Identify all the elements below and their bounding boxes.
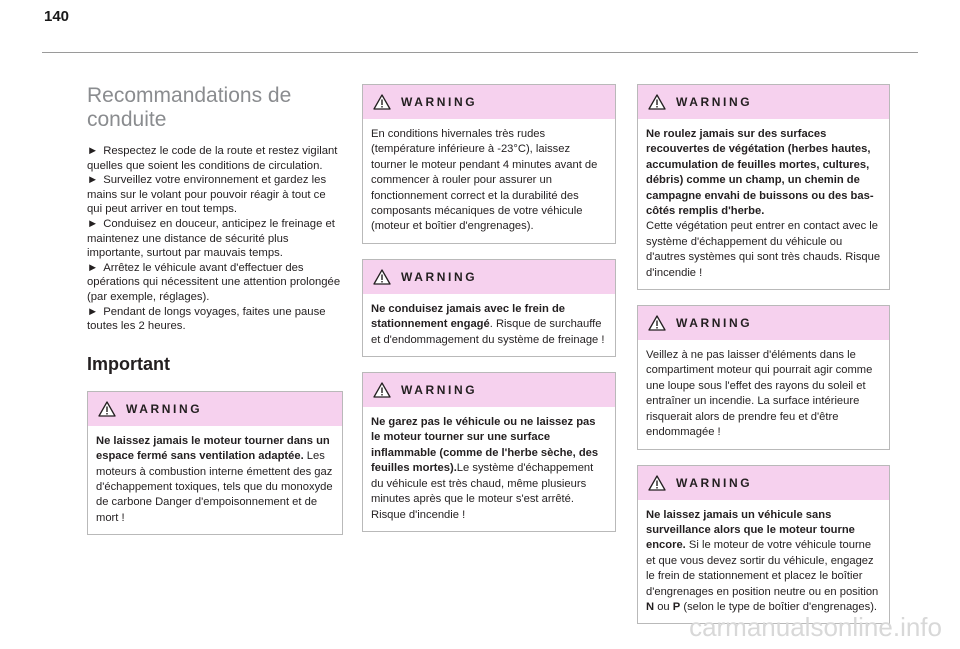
recommendation-list [87,144,343,334]
warning-label: WARNING [676,95,753,109]
bullet-arrow-icon: ► [87,174,99,187]
column-right [637,84,890,639]
warning-triangle-icon [648,475,666,491]
warning-label: WARNING [401,383,478,398]
warning-label: WARNING [676,475,753,490]
warning-label: WARNING [401,95,478,109]
warning-header [363,260,615,294]
warning-text: Ne laissez jamais le moteur tourner dans un espace fermé sans ventilation adaptée. Les moteurs à combustion interne émettent des gaz d'échappement toxiques, tels que du monoxyde de carbone Danger d'empoisonnement et de mort ! [96,434,333,524]
warning-header [88,392,342,426]
list-item: ► Respectez le code de la route et restez vigilant quelles que soient les conditions de circulation. [87,145,338,172]
warning-triangle-icon [648,94,666,110]
warning-label: WARNING [676,316,753,331]
warning-box [362,84,616,244]
warning-text: Ne roulez jamais sur des surfaces recouvertes de végétation (herbes hautes, accumulation de feuilles mortes, cultures, débris) comme un champ, un chemin de campagne envahi de buissons ou des bas-côtés remplis d'herbe. Cette végétation peut entrer en contact avec le système d'échappement du véhicule ou d'autres systèmes qui sont très chauds. Risque d'incendie ! [646,128,881,279]
important-heading: Important [87,353,170,374]
bullet-arrow-icon: ► [87,145,99,157]
warning-triangle-icon [373,94,391,110]
warning-header [363,373,615,407]
warning-text: Veillez à ne pas laisser d'éléments dans le compartiment moteur qui pourrait agir comme une loupe sous l'effet des rayons du soleil et entraîner un incendie. La surface intérieure risquerait alors de prendre feu et d'être endommagée ! [646,349,873,439]
warning-box [362,372,616,532]
warning-box [637,305,890,449]
warning-triangle-icon [648,315,666,331]
warning-text: Ne conduisez jamais avec le frein de stationnement engagé. Risque de surchauffe et d'endommagement du système de freinage ! [371,302,605,346]
watermark: carmanualsonline.info [689,612,942,642]
warning-header [638,85,889,119]
list-item: ► Pendant de longs voyages, faites une pause toutes les 2 heures. [87,305,326,333]
list-item: ► Surveillez votre environnement et gardez les mains sur le volant pour pouvoir réagir à tout ce qui peut arriver en tout temps. [87,174,327,216]
warning-header [638,306,889,340]
column-middle [362,84,616,547]
warning-triangle-icon [373,269,391,285]
page-number: 140 [44,8,70,25]
warning-triangle-icon [98,401,116,417]
warning-label: WARNING [401,269,478,284]
list-item: ► Conduisez en douceur, anticipez le freinage et maintenez une distance de sécurité plus importante, surtout par mauvais temps. [87,217,335,260]
warning-box [637,465,890,625]
warning-triangle-icon [373,382,391,398]
warning-box [637,84,890,290]
bullet-arrow-icon: ► [87,261,99,274]
warning-header [638,466,889,500]
header-divider [42,52,918,53]
bullet-arrow-icon: ► [87,217,99,230]
bullet-arrow-icon: ► [87,305,99,318]
warning-box [362,259,616,357]
section-title: Recommandations de conduite [87,84,292,131]
warning-text: En conditions hivernales très rudes (température inférieure à -23°C), laissez tourner le moteur pendant 4 minutes avant de commencer à rouler pour assurer un fonctionnement correct et la durabilité des composants mécaniques de votre véhicule (moteur et boîtier d'engrenages). [371,128,598,233]
warning-header [363,85,615,119]
list-item: ► Arrêtez le véhicule avant d'effectuer des opérations qui nécessitent une attention prolongée (par exemple, réglages). [87,261,341,303]
column-left [87,84,343,550]
warning-text: Ne garez pas le véhicule ou ne laissez pas le moteur tourner sur une surface inflammable (comme de l'herbe sèche, des feuilles mortes).Le système d'échappement du véhicule est très chaud, même plusieurs minutes après que le moteur s'est arrêté. Risque d'incendie ! [371,416,599,521]
warning-box [87,391,343,535]
warning-text: Ne laissez jamais un véhicule sans surveillance alors que le moteur tourne encore. Si le moteur de votre véhicule tourne et que vous devez sortir du véhicule, engagez le frein de stationnement et placez le boîtier d'engrenages en position neutre ou en position N ou P (selon le type de boîtier d'engrenages). [646,508,879,613]
warning-label: WARNING [126,401,203,416]
